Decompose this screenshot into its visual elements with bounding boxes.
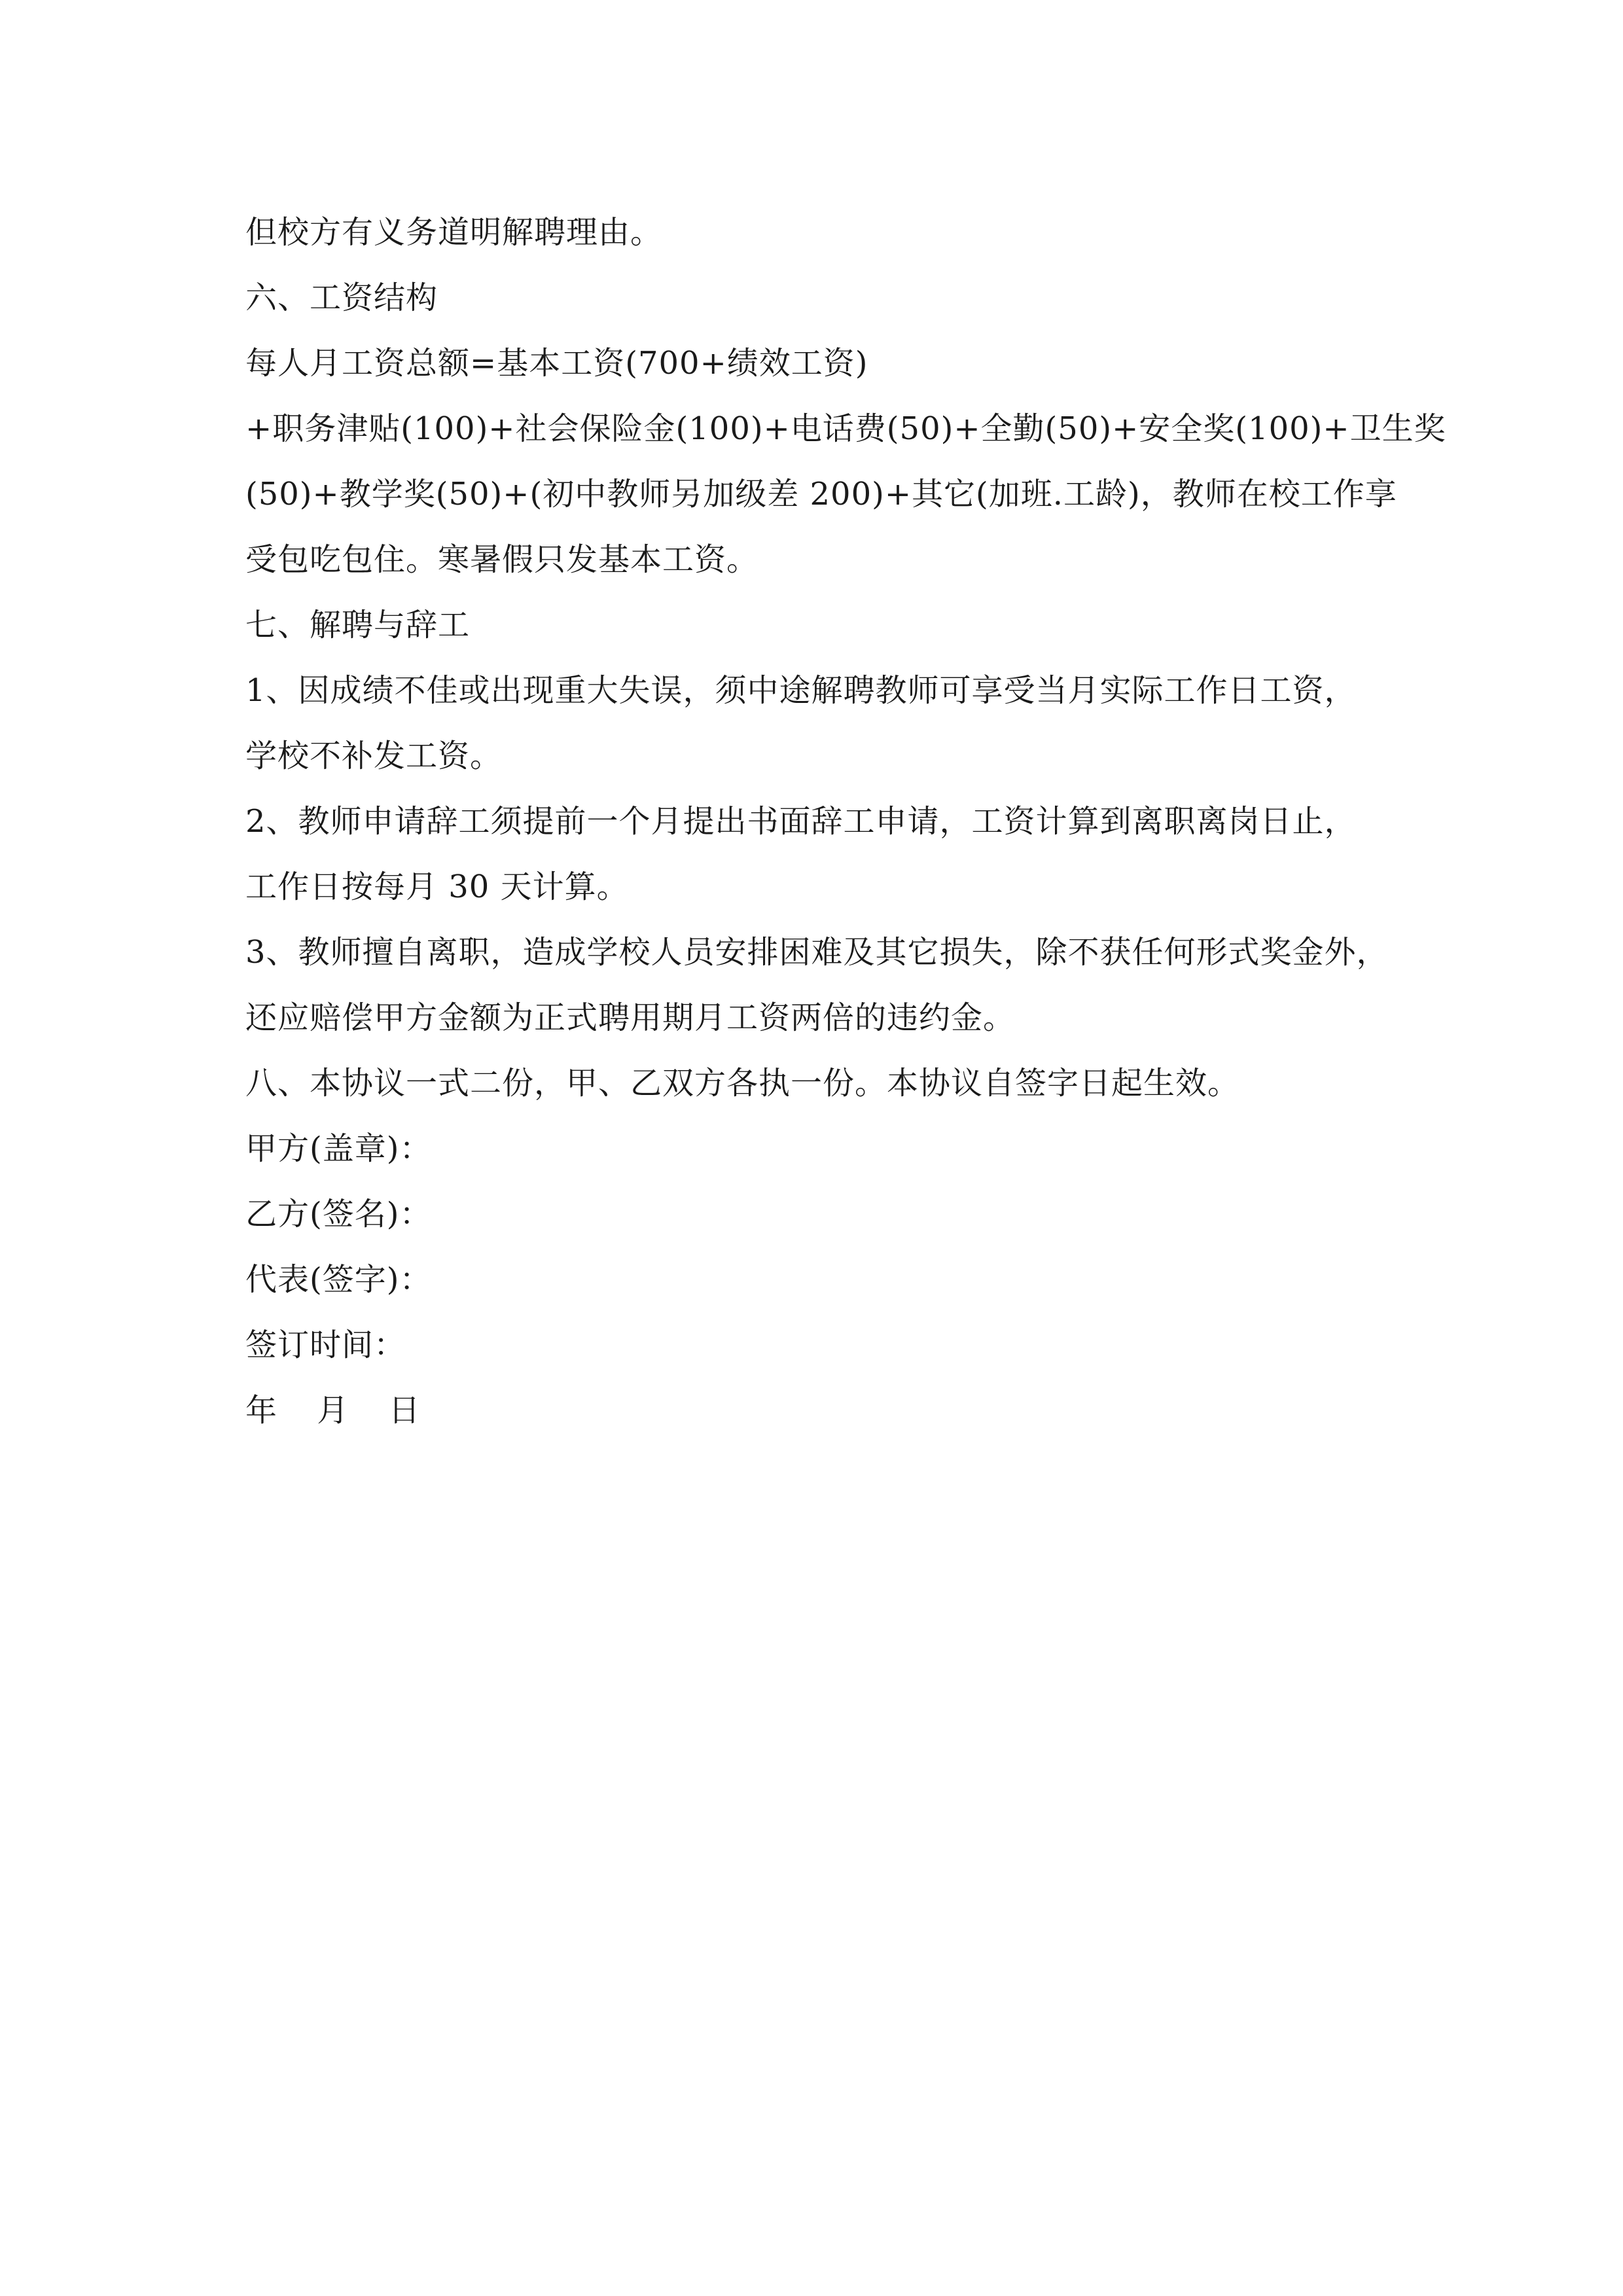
- document-body: [245, 200, 1446, 1443]
- date-line: [245, 1378, 1384, 1443]
- text-line: 工作日按每月 30 天计算。: [245, 869, 629, 905]
- text-line: 但校方有义务道明解聘理由。: [245, 214, 663, 251]
- signature-field-party-a: 甲方(盖章)：: [245, 1130, 432, 1167]
- signing-date-label: 签订时间：: [245, 1327, 406, 1363]
- text-line: 1、因成绩不佳或出现重大失误，须中途解聘教师可享受当月实际工作日工资，: [245, 672, 1357, 709]
- text-line: 还应赔偿甲方金额为正式聘用期月工资两倍的违约金。: [245, 999, 1016, 1036]
- date-year-label: 年: [245, 1392, 278, 1429]
- text-line: +职务津贴(100)+社会保险金(100)+电话费(50)+全勤(50)+安全奖(100)+卫生奖: [245, 410, 1446, 447]
- section-heading: 八、本协议一式二份，甲、乙双方各执一份。本协议自签字日起生效。: [245, 1065, 1240, 1102]
- signature-field-representative: 代表(签字)：: [245, 1261, 432, 1298]
- date-month-label: 月: [317, 1392, 349, 1429]
- text-line: 学校不补发工资。: [245, 738, 503, 774]
- text-line: 受包吃包住。寒暑假只发基本工资。: [245, 541, 759, 578]
- text-line: (50)+教学奖(50)+(初中教师另加级差 200)+其它(加班.工龄)，教师在校工作享: [245, 476, 1397, 512]
- text-line: 每人月工资总额=基本工资(700+绩效工资): [245, 345, 868, 382]
- text-line: 3、教师擅自离职，造成学校人员安排困难及其它损失，除不获任何形式奖金外，: [245, 934, 1389, 971]
- section-heading: 六、工资结构: [245, 279, 438, 316]
- signature-field-party-b: 乙方(签名)：: [245, 1196, 432, 1232]
- date-day-label: 日: [388, 1392, 421, 1429]
- text-line: 2、教师申请辞工须提前一个月提出书面辞工申请，工资计算到离职离岗日止，: [245, 803, 1357, 840]
- section-heading: 七、解聘与辞工: [245, 607, 471, 643]
